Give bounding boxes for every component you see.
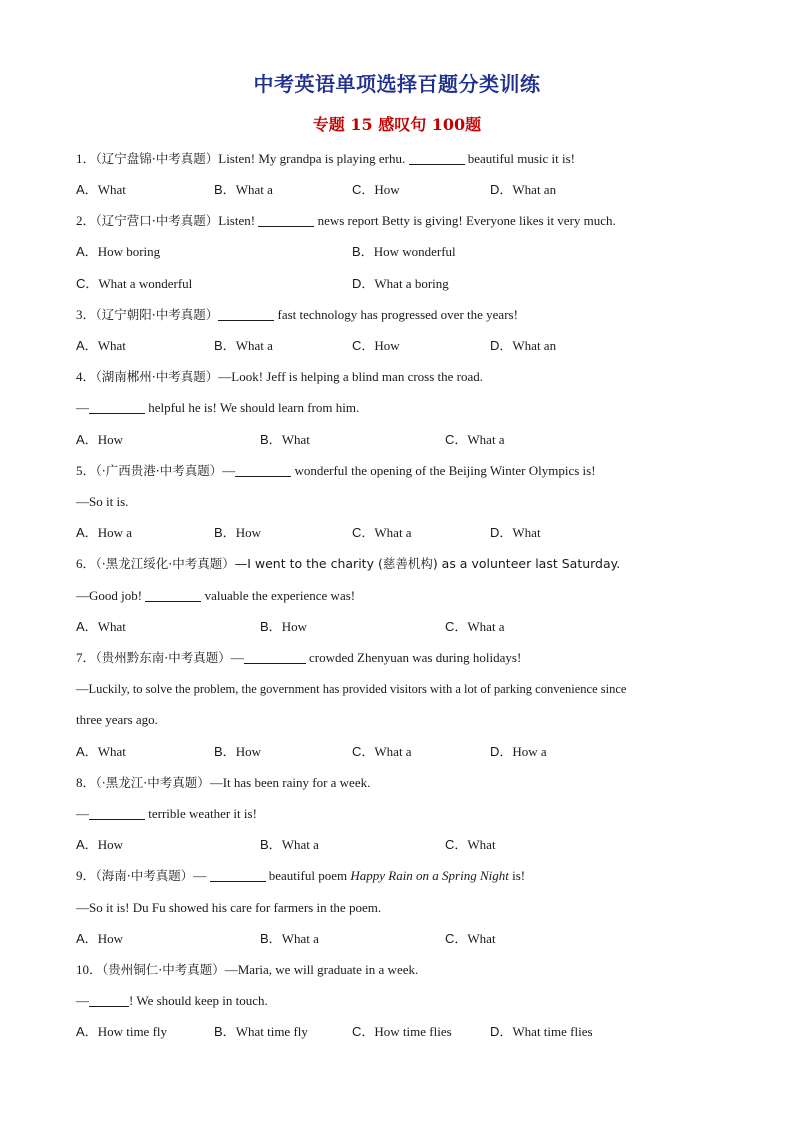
option-a[interactable]: A．How time fly bbox=[76, 1024, 168, 1040]
option-a[interactable]: A．What bbox=[76, 744, 126, 760]
answer-blank bbox=[210, 867, 266, 882]
answer-blank bbox=[89, 399, 145, 414]
question-8: 8．（·黑龙江·中考真题）—It has been rainy for a week. bbox=[76, 775, 371, 790]
question-4-response: — helpful he is! We should learn from him. bbox=[76, 400, 360, 415]
option-d[interactable]: D．What an bbox=[490, 338, 557, 354]
option-b[interactable]: B．How bbox=[214, 525, 261, 541]
question-9: 9．（海南·中考真题）— beautiful poem Happy Rain on a Spring Night is! bbox=[76, 868, 526, 883]
option-c[interactable]: C．What a bbox=[445, 432, 505, 448]
option-b[interactable]: B．What time fly bbox=[214, 1024, 308, 1040]
option-a[interactable]: A．How bbox=[76, 432, 123, 448]
option-b[interactable]: B．How bbox=[214, 744, 261, 760]
option-a[interactable]: A．What bbox=[76, 338, 126, 354]
option-b[interactable]: B．What a bbox=[260, 931, 319, 947]
option-b[interactable]: B．What a bbox=[214, 338, 273, 354]
question-source: （湖南郴州·中考真题） bbox=[95, 369, 219, 384]
option-b[interactable]: B．What bbox=[260, 432, 310, 448]
document-title: 中考英语单项选择百题分类训练 bbox=[253, 72, 541, 96]
option-c[interactable]: C．What a bbox=[352, 525, 412, 541]
option-a[interactable]: A．How bbox=[76, 837, 123, 853]
answer-blank bbox=[235, 462, 291, 477]
question-source: （·黑龙江·中考真题） bbox=[95, 775, 210, 790]
option-a[interactable]: A．How boring bbox=[76, 244, 161, 260]
question-7-response-cont: three years ago. bbox=[76, 712, 158, 727]
document-subtitle: 专题 15 感叹句 100题 bbox=[312, 115, 482, 134]
option-c[interactable]: C．What bbox=[445, 837, 496, 853]
answer-blank bbox=[244, 649, 306, 664]
question-5: 5．（·广西贵港·中考真题）— wonderful the opening of the Beijing Winter Olympics is! bbox=[76, 463, 596, 478]
question-3: 3．（辽宁朝阳·中考真题） fast technology has progressed over the years! bbox=[76, 307, 518, 322]
question-10-response: — ! We should keep in touch. bbox=[76, 993, 268, 1008]
option-b[interactable]: B．How bbox=[260, 619, 307, 635]
answer-blank bbox=[409, 150, 465, 165]
question-9-response: —So it is! Du Fu showed his care for farmers in the poem. bbox=[76, 900, 382, 915]
question-5-response: —So it is. bbox=[76, 494, 129, 509]
poem-title: Happy Rain on a Spring Night bbox=[350, 868, 509, 883]
question-6-response: —Good job! valuable the experience was! bbox=[76, 588, 356, 603]
question-source: （贵州铜仁·中考真题） bbox=[102, 962, 225, 977]
question-7: 7．（贵州黔东南·中考真题）— crowded Zhenyuan was during holidays! bbox=[76, 650, 522, 665]
answer-blank bbox=[145, 587, 201, 602]
option-b[interactable]: B．What a bbox=[214, 182, 273, 198]
question-source: （贵州黔东南·中考真题） bbox=[95, 650, 231, 665]
option-d[interactable]: D．What bbox=[490, 525, 541, 541]
question-source: （海南·中考真题） bbox=[95, 868, 194, 883]
question-1: 1．（辽宁盘锦·中考真题）Listen! My grandpa is playing erhu. beautiful music it is! bbox=[76, 151, 575, 166]
option-b[interactable]: B．How wonderful bbox=[352, 244, 456, 260]
question-source: （辽宁盘锦·中考真题） bbox=[95, 151, 219, 166]
answer-blank bbox=[89, 805, 145, 820]
answer-blank bbox=[89, 992, 129, 1007]
question-4: 4．（湖南郴州·中考真题）—Look! Jeff is helping a blind man cross the road. bbox=[76, 369, 484, 384]
option-c[interactable]: C．What a bbox=[352, 744, 412, 760]
option-c[interactable]: C．What a wonderful bbox=[76, 276, 193, 292]
option-d[interactable]: D．What a boring bbox=[352, 276, 449, 292]
option-c[interactable]: C．What bbox=[445, 931, 496, 947]
option-a[interactable]: A．What bbox=[76, 182, 126, 198]
option-c[interactable]: C．How bbox=[352, 182, 400, 198]
question-6: 6．（·黑龙江绥化·中考真题）—I went to the charity (慈善机构) as a volunteer last Saturday. bbox=[76, 556, 621, 571]
answer-blank bbox=[258, 212, 314, 227]
option-b[interactable]: B．What a bbox=[260, 837, 319, 853]
question-source: （·广西贵港·中考真题） bbox=[95, 463, 223, 478]
question-8-response: — terrible weather it is! bbox=[76, 806, 257, 821]
question-source: （辽宁营口·中考真题） bbox=[95, 213, 219, 228]
answer-blank bbox=[218, 306, 274, 321]
option-c[interactable]: C．What a bbox=[445, 619, 505, 635]
question-2: 2．（辽宁营口·中考真题）Listen! news report Betty is giving! Everyone likes it very much. bbox=[76, 213, 616, 228]
question-10: 10．（贵州铜仁·中考真题）—Maria, we will graduate in a week. bbox=[76, 962, 419, 977]
option-d[interactable]: D．What time flies bbox=[490, 1024, 593, 1040]
option-a[interactable]: A．How bbox=[76, 931, 123, 947]
question-7-response: —Luckily, to solve the problem, the government has provided visitors with a lot of parking convenience since bbox=[76, 682, 627, 696]
question-source: （辽宁朝阳·中考真题） bbox=[95, 307, 219, 322]
option-a[interactable]: A．How a bbox=[76, 525, 132, 541]
option-a[interactable]: A．What bbox=[76, 619, 126, 635]
option-d[interactable]: D．How a bbox=[490, 744, 547, 760]
question-source: （·黑龙江绥化·中考真题） bbox=[95, 556, 235, 571]
option-c[interactable]: C．How bbox=[352, 338, 400, 354]
option-c[interactable]: C．How time flies bbox=[352, 1024, 452, 1040]
option-d[interactable]: D．What an bbox=[490, 182, 557, 198]
